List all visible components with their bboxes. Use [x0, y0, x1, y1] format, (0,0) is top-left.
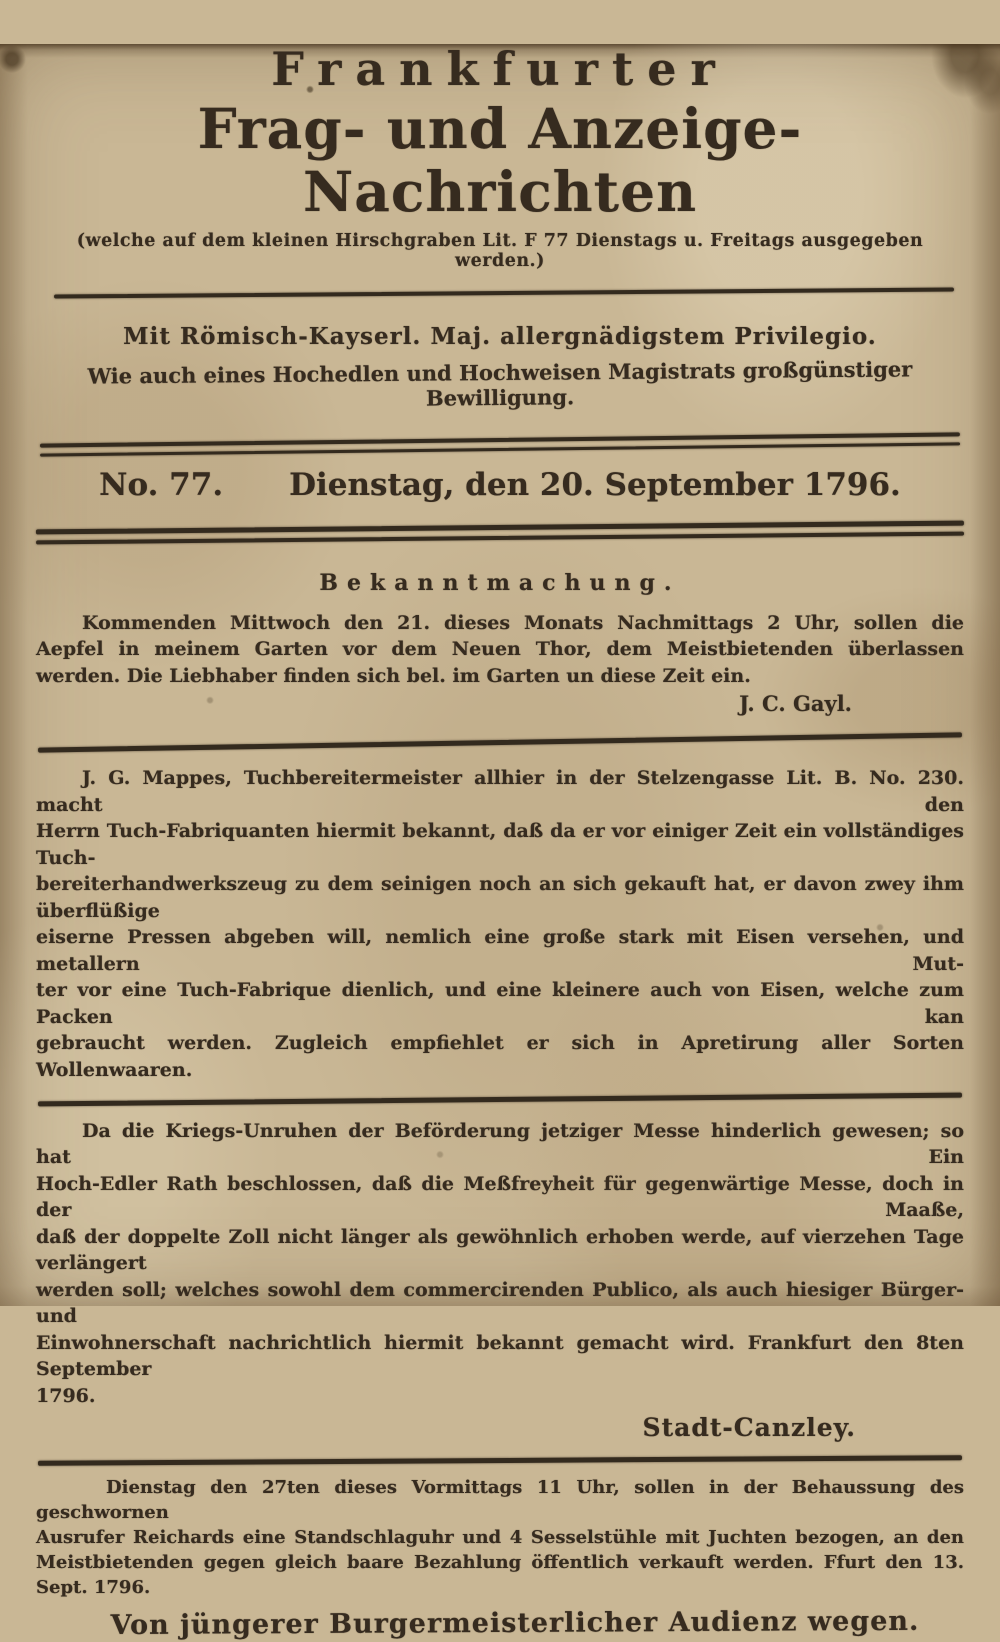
privilege-line-2: Wie auch eines Hochedlen und Hochweisen Magistrats großgünstiger Bewilligung.: [87, 355, 913, 411]
text-line: werden soll; welches sowohl dem commercirenden Publico, als auch hiesiger Bürger- und: [36, 1278, 964, 1328]
announcement-clock-auction: [36, 1475, 964, 1600]
newspaper-title-line2: Frag- und Anzeige-Nachrichten: [197, 95, 803, 224]
announcement-mappes-presses: [36, 765, 964, 1083]
text-line: ter vor eine Tuch-Fabrique dienlich, und eine kleinere auch von Eisen, welche zum Packen kan: [36, 979, 964, 1028]
page-content: [0, 42, 1000, 1642]
issue-number: No. 77.: [99, 466, 224, 503]
newspaper-page: [0, 42, 1000, 1642]
text-line: Meistbietenden gegen gleich baare Bezahlung öffentlich verkauft werden. Ffurt den 13. Sept. 1796.: [36, 1552, 964, 1599]
double-rule: [40, 432, 960, 456]
text-line: eiserne Pressen abgeben will, nemlich eine große stark mit Eisen versehen, und metallern Mut-: [36, 926, 964, 975]
double-rule: [36, 520, 964, 544]
text-line: Dienstag den 27ten dieses Vormittags 11 Uhr, sollen in der Behaussung des geschwornen: [36, 1477, 964, 1524]
signature-gayl: J. C. Gayl.: [739, 691, 852, 717]
text-line: Aepfel in meinem Garten vor dem Neuen Thor, dem Meistbietenden überlassen: [36, 638, 964, 661]
newspaper-title-line1: Frankfurter: [271, 42, 729, 96]
text-line: Ausrufer Reichards eine Standschlaguhr und 4 Sesselstühle mit Juchten bezogen, an den: [36, 1527, 964, 1549]
text-line: Herrn Tuch-Fabriquanten hiermit bekannt, daß da er vor einiger Zeit ein vollständiges Tuch-: [36, 820, 964, 869]
announcement-apple-auction: [36, 610, 964, 690]
text-line: daß der doppelte Zoll nicht länger als gewöhnlich erhoben werde, auf vierzehen Tage verlängert: [36, 1225, 964, 1275]
text-line: Hoch-Edler Rath beschlossen, daß die Meßfreyheit für gegenwärtige Messe, doch in der Maaße,: [36, 1172, 964, 1222]
closing-line-audienz: Von jüngerer Burgermeisterlicher Audienz wegen.: [110, 1605, 920, 1642]
text-line: Da die Kriegs-Unruhen der Beförderung jetziger Messe hinderlich gewesen; so hat Ein: [36, 1119, 964, 1169]
horizontal-rule: [38, 1093, 962, 1106]
text-line: 1796.: [36, 1384, 96, 1407]
masthead-subtitle: (welche auf dem kleinen Hirschgraben Lit. F 77 Dienstags u. Freitags ausgegeben werden.): [76, 231, 924, 272]
horizontal-rule: [38, 732, 962, 752]
text-line: gebraucht werden. Zugleich empfiehlet er sich in Apretirung aller Sorten Wollenwaaren.: [36, 1032, 964, 1081]
text-line: werden. Die Liebhaber finden sich bel. im Garten un diese Zeit ein.: [36, 664, 751, 687]
text-line: bereiterhandwerkszeug zu dem seinigen noch an sich gekauft hat, er davon zwey ihm überflüßige: [36, 873, 964, 922]
text-line: Kommenden Mittwoch den 21. dieses Monats Nachmittags 2 Uhr, sollen die: [82, 611, 964, 634]
section-heading-bekanntmachung: Bekanntmachung.: [319, 569, 681, 596]
issue-date: Dienstag, den 20. September 1796.: [289, 466, 901, 503]
announcement-messe-extension: [36, 1118, 964, 1410]
privilege-line-1: Mit Römisch-Kayserl. Maj. allergnädigstem Privilegio.: [123, 322, 877, 350]
text-line: Einwohnerschaft nachrichtlich hiermit bekannt gemacht wird. Frankfurt den 8ten September: [36, 1331, 964, 1381]
text-line: J. G. Mappes, Tuchbereitermeister allhier in der Stelzengasse Lit. B. No. 230. macht den: [36, 767, 964, 816]
issue-dateline: [36, 467, 964, 503]
horizontal-rule: [54, 288, 954, 299]
signature-stadt-canzley: Stadt-Canzley.: [642, 1413, 856, 1443]
horizontal-rule: [38, 1455, 962, 1466]
